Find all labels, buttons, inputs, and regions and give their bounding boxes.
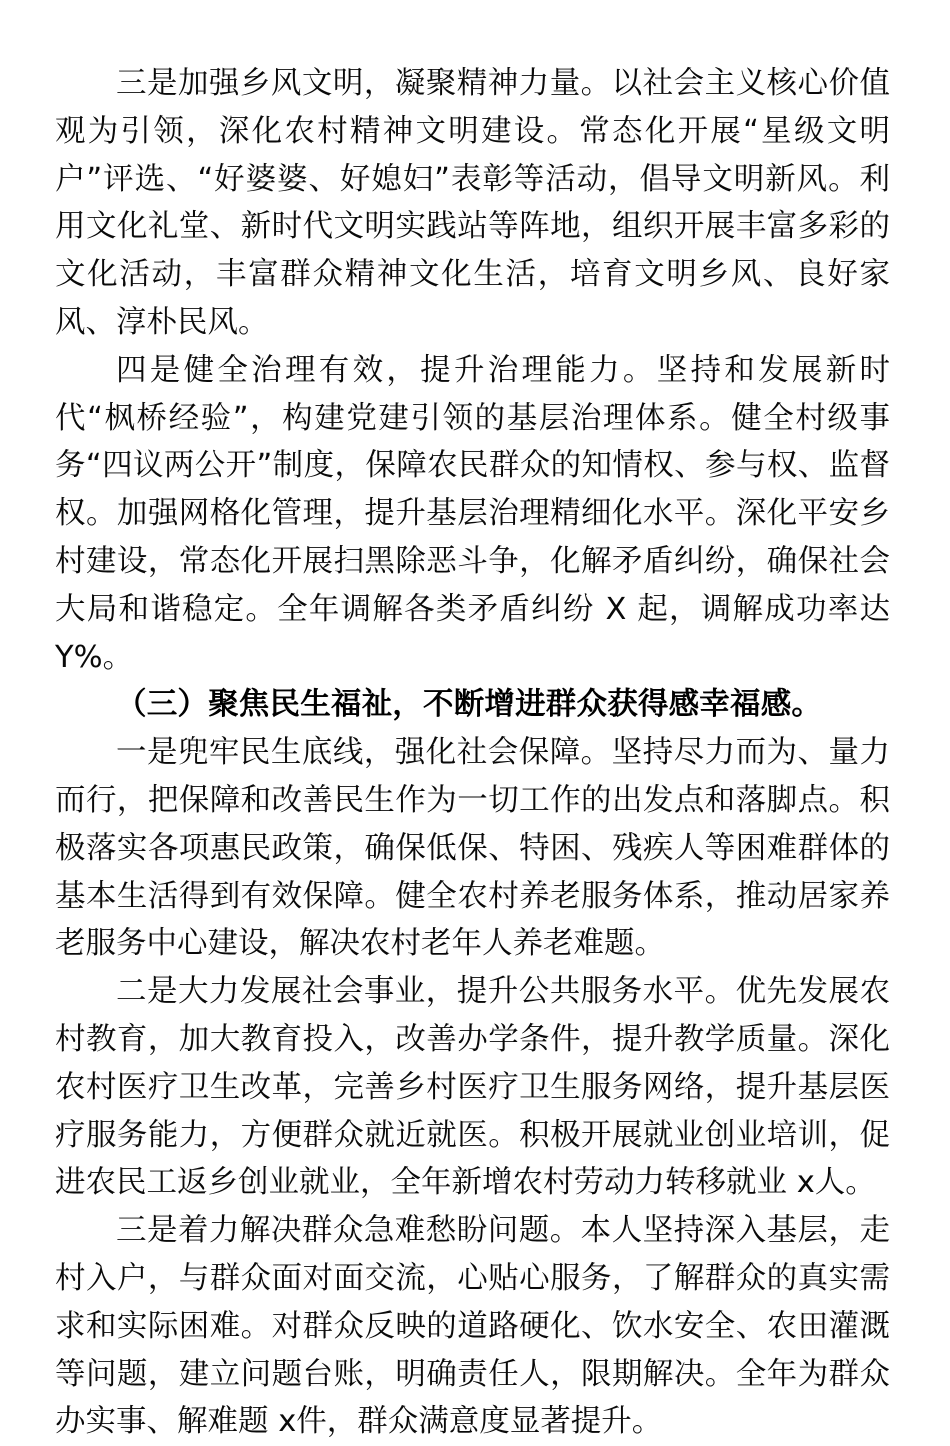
section-heading-livelihood: （三）聚焦民生福祉，不断增进群众获得感幸福感。	[116, 687, 823, 723]
paragraph-rural-civilization: 三是加强乡风文明，凝聚精神力量。以社会主义核心价值观为引领，深化农村精神文明建设。常态化开展“星级文明户”评选、“好婆婆、好媳妇”表彰等活动，倡导文明新风。利用文化礼堂、新时代文明实践站等阵地，组织开展丰富多彩的文化活动，丰富群众精神文化生活，培育文明乡风、良好家风、淳朴民风。	[55, 66, 890, 340]
paragraph-public-services: 二是大力发展社会事业，提升公共服务水平。优先发展农村教育，加大教育投入，改善办学条件，提升教学质量。深化农村医疗卫生改革，完善乡村医疗卫生服务网络，提升基层医疗服务能力，方便群众就近就医。积极开展就业创业培训，促进农民工返乡创业就业，全年新增农村劳动力转移就业 x人。	[55, 974, 890, 1201]
paragraph-social-security: 一是兜牢民生底线，强化社会保障。坚持尽力而为、量力而行，把保障和改善民生作为一切工作的出发点和落脚点。积极落实各项惠民政策，确保低保、特困、残疾人等困难群体的基本生活得到有效保障。健全农村养老服务体系，推动居家养老服务中心建设，解决农村老年人养老难题。	[55, 735, 890, 962]
paragraph-urgent-concerns: 三是着力解决群众急难愁盼问题。本人坚持深入基层，走村入户，与群众面对面交流，心贴心服务，了解群众的真实需求和实际困难。对群众反映的道路硬化、饮水安全、农田灌溉等问题，建立问题台账，明确责任人，限期解决。全年为群众办实事、解难题 x件，群众满意度显著提升。	[55, 1213, 890, 1440]
document-body	[55, 60, 890, 1446]
paragraph-governance-effectiveness: 四是健全治理有效，提升治理能力。坚持和发展新时代“枫桥经验”，构建党建引领的基层治理体系。健全村级事务“四议两公开”制度，保障农民群众的知情权、参与权、监督权。加强网格化管理，提升基层治理精细化水平。深化平安乡村建设，常态化开展扫黑除恶斗争，化解矛盾纠纷，确保社会大局和谐稳定。全年调解各类矛盾纠纷 X 起，调解成功率达 Y%。	[55, 352, 890, 675]
